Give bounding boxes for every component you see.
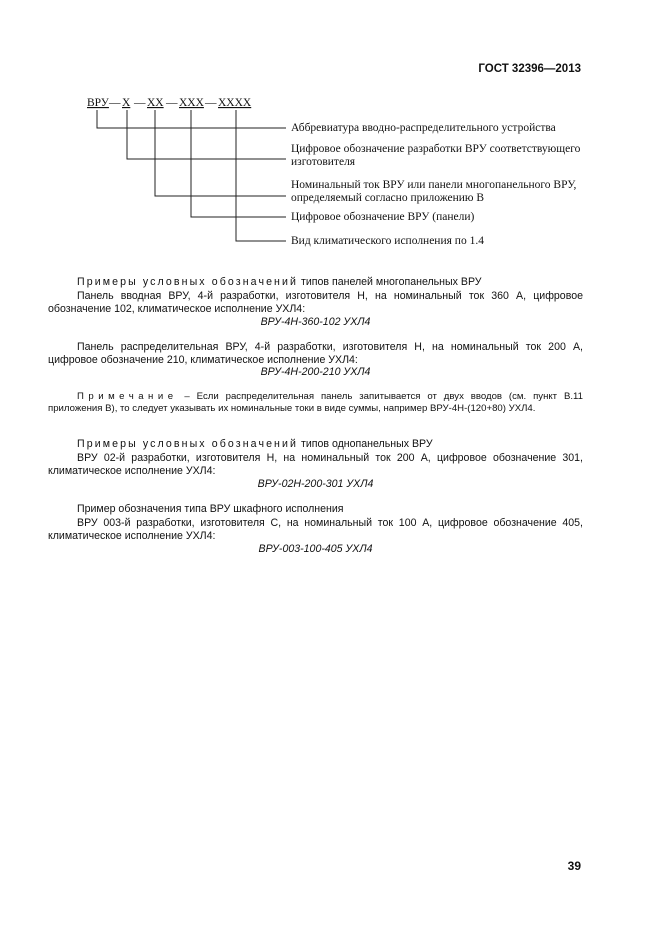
example-code-input-panel: ВРУ-4Н-360-102 УХЛ4 [260,316,371,328]
label-development-line2: изготовителя [291,156,356,168]
note-paragraph: Примечание – Если распределительная панель запитывается от двух вводов (см. пункт В.11 приложения В), то следует указывать их номинальные токи в виде суммы, например ВРУ-4Н-(120+80) УХЛ4. [48,391,583,414]
leader-line-5 [236,110,286,241]
example-code-distribution-panel: ВРУ-4Н-200-210 УХЛ4 [260,366,371,378]
leader-line-2 [127,110,286,159]
code-separator: — [166,97,178,109]
examples-heading-multipanel: Примеры условных обозначений типов панелей многопанельных ВРУ [77,276,482,288]
example-paragraph-distribution-panel: Панель распределительная ВРУ, 4-й разработки, изготовителя Н, на номинальный ток 200 А, цифровое обозначение 210, климатическое исполнение УХЛ4: [48,341,583,366]
code-part-xxxx: ХХХХ [218,97,252,109]
leader-line-4 [191,110,286,217]
code-part-vru: ВРУ [87,97,109,109]
example-paragraph-cabinet: ВРУ 003-й разработки, изготовителя С, на номинальный ток 100 А, цифровое обозначение 405, климатическое исполнение УХЛ4: [48,517,583,542]
designation-diagram [0,0,661,260]
label-current-line2: определяемый согласно приложению В [291,192,485,204]
page-number: 39 [567,859,581,873]
code-separator: — [134,97,146,109]
label-digital-designation: Цифровое обозначение ВРУ (панели) [291,211,475,223]
code-part-x: Х [122,97,131,109]
example-paragraph-input-panel: Панель вводная ВРУ, 4-й разработки, изготовителя Н, на номинальный ток 360 А, цифровое обозначение 102, климатическое исполнение УХЛ4: [48,290,583,315]
label-abbreviation: Аббревиатура вводно-распределительного устройства [291,122,556,134]
code-separator: — [205,97,217,109]
example-code-singlepanel: ВРУ-02Н-200-301 УХЛ4 [257,478,374,490]
leader-line-3 [155,110,286,196]
label-climatic: Вид климатического исполнения по 1.4 [291,235,484,247]
label-current-line1: Номинальный ток ВРУ или панели многопанельного ВРУ, [291,179,577,191]
example-heading-cabinet: Пример обозначения типа ВРУ шкафного исполнения [77,503,344,515]
example-code-cabinet: ВРУ-003-100-405 УХЛ4 [258,543,373,555]
example-paragraph-singlepanel: ВРУ 02-й разработки, изготовителя Н, на номинальный ток 200 А, цифровое обозначение 301, климатическое исполнение УХЛ4: [48,452,583,477]
code-separator: — [109,97,121,109]
examples-heading-singlepanel: Примеры условных обозначений типов однопанельных ВРУ [77,438,433,450]
label-development-line1: Цифровое обозначение разработки ВРУ соответствующего [291,143,581,155]
code-part-xx: ХХ [147,97,164,109]
standard-header: ГОСТ 32396—2013 [478,63,581,75]
code-part-xxx: ХХХ [179,97,204,109]
